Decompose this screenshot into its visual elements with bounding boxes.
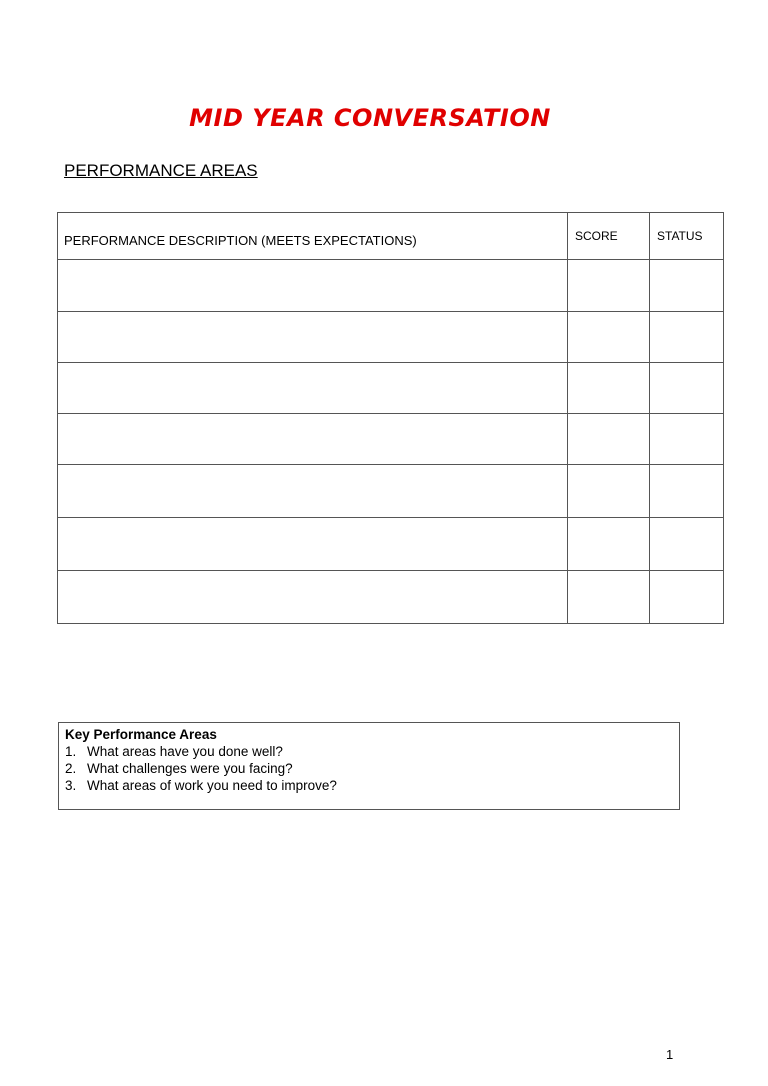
status-cell[interactable] <box>650 260 724 312</box>
status-cell[interactable] <box>650 571 724 624</box>
score-cell[interactable] <box>568 260 650 312</box>
description-cell[interactable] <box>58 260 568 312</box>
table-row <box>58 260 724 312</box>
description-cell[interactable] <box>58 465 568 518</box>
list-item <box>65 743 673 760</box>
performance-table <box>57 212 724 624</box>
list-item-text: What areas have you done well? <box>87 744 283 759</box>
kpa-title: Key Performance Areas <box>65 727 217 742</box>
score-cell[interactable] <box>568 414 650 465</box>
list-item-number: 3. <box>65 778 77 793</box>
list-item-text: What challenges were you facing? <box>87 761 293 776</box>
header-performance-description <box>58 213 568 260</box>
list-item <box>65 760 673 777</box>
table-row <box>58 312 724 363</box>
list-item-number: 1. <box>65 744 77 759</box>
status-cell[interactable] <box>650 363 724 414</box>
score-cell[interactable] <box>568 312 650 363</box>
section-heading: PERFORMANCE AREAS <box>64 161 258 180</box>
table-row <box>58 465 724 518</box>
list-item-text: What areas of work you need to improve? <box>87 778 337 793</box>
description-cell[interactable] <box>58 571 568 624</box>
description-cell[interactable] <box>58 518 568 571</box>
score-cell[interactable] <box>568 465 650 518</box>
status-cell[interactable] <box>650 465 724 518</box>
score-cell[interactable] <box>568 363 650 414</box>
header-score <box>568 213 650 260</box>
kpa-questions-list <box>65 743 673 794</box>
status-cell[interactable] <box>650 312 724 363</box>
table-header-row <box>58 213 724 260</box>
status-cell[interactable] <box>650 414 724 465</box>
status-cell[interactable] <box>650 518 724 571</box>
list-item-number: 2. <box>65 761 77 776</box>
table-row <box>58 518 724 571</box>
description-cell[interactable] <box>58 312 568 363</box>
score-cell[interactable] <box>568 571 650 624</box>
key-performance-areas-box <box>58 722 680 810</box>
description-cell[interactable] <box>58 414 568 465</box>
table-row <box>58 363 724 414</box>
header-status <box>650 213 724 260</box>
header-score-label: SCORE <box>575 229 618 243</box>
header-performance-description-label: PERFORMANCE DESCRIPTION (MEETS EXPECTATIONS) <box>64 233 417 248</box>
header-status-label: STATUS <box>657 229 703 243</box>
table-row <box>58 414 724 465</box>
description-cell[interactable] <box>58 363 568 414</box>
list-item <box>65 777 673 794</box>
document-title: MID YEAR CONVERSATION <box>189 104 551 132</box>
score-cell[interactable] <box>568 518 650 571</box>
table-row <box>58 571 724 624</box>
page-number: 1 <box>666 1047 674 1062</box>
